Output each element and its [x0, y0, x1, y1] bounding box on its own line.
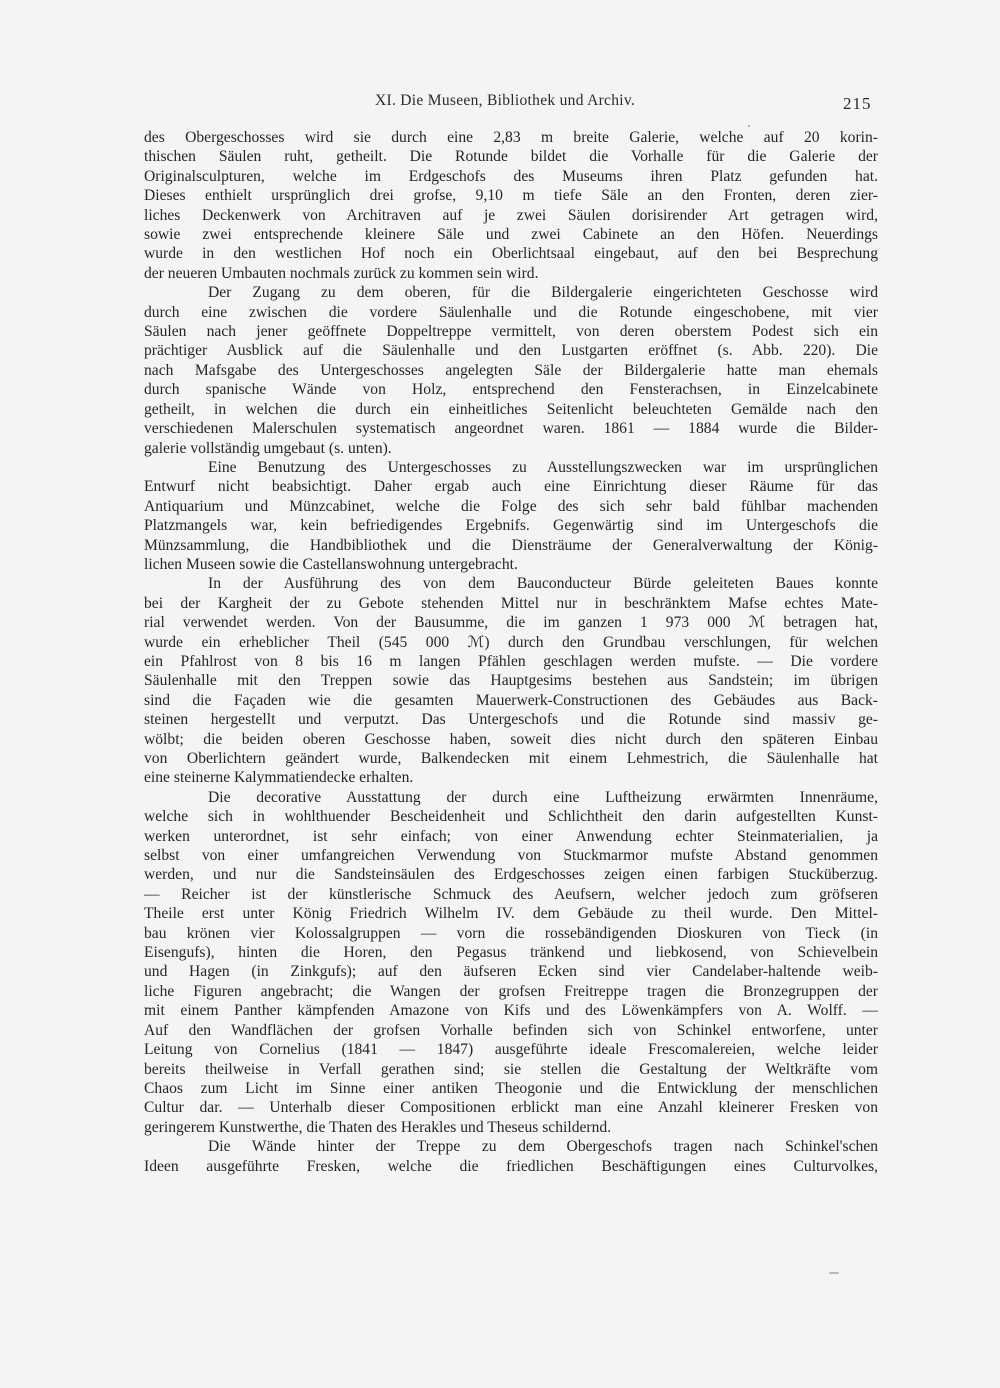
paper-speck: [748, 125, 750, 127]
text-line: bau krönen vier Kolossalgruppen — vorn die rossebändigenden Dioskuren von Tieck (in: [144, 924, 878, 942]
text-line: durch spanische Wände von Holz, entsprechend den Fensterachsen, in Einzelcabinete: [144, 381, 878, 399]
text-line: nach Mafsgabe des Untergeschosses angelegten Säle der Bildergalerie hatte man ehemals: [144, 361, 878, 379]
text-line: Originalsculpturen, welche im Erdgeschofs des Museums ihren Platz gefunden hat.: [144, 167, 878, 185]
text-line: Säulen nach jener geöffnete Doppeltreppe vermittelt, von deren oberstem Podest sich ein: [144, 323, 878, 341]
text-line: wurde in den westlichen Hof noch ein Oberlichtsaal eingebaut, auf den bei Besprechung: [144, 245, 878, 263]
running-head: [0, 92, 1000, 122]
text-line: Die Wände hinter der Treppe zu dem Obergeschofs tragen nach Schinkel'schen: [208, 1138, 878, 1156]
paper-speck: [829, 1272, 839, 1274]
text-line: Chaos zum Licht im Sinne einer antiken Theogonie und die Entwicklung der menschlichen: [144, 1079, 878, 1097]
text-line: lichen Museen sowie die Castellanswohnung untergebracht.: [144, 555, 518, 573]
text-line: Dieses enthielt ursprünglich drei grofse, 9,10 m tiefe Säle an den Fronten, deren zier-: [144, 187, 878, 205]
text-line: bereits theilweise in Verfall gerathen sind; sie stellen die Gestaltung der Weltkräfte vom: [144, 1060, 878, 1078]
paragraph: [144, 128, 878, 283]
text-line: steinen hergestellt und verputzt. Das Untergeschofs und die Rotunde sind massiv ge-: [144, 711, 878, 729]
text-line: durch eine zwischen die vordere Säulenhalle und die Rotunde eingeschobene, mit vier: [144, 303, 878, 321]
text-line: selbst von einer umfangreichen Verwendung von Stuckmarmor mufste Abstand genommen: [144, 847, 878, 865]
text-line: und Hagen (in Zinkgufs); auf den äufseren Ecken sind vier Candelaber-haltende weib-: [144, 963, 878, 981]
text-line: In der Ausführung des von dem Bauconducteur Bürde geleiteten Baues konnte: [208, 575, 878, 593]
text-line: sowie zwei entsprechende kleinere Säle und zwei Cabinete an den Höfen. Neuerdings: [144, 226, 878, 244]
text-line: sind die Façaden wie die gesamten Mauerwerk-Constructionen des Gebäudes aus Back-: [144, 691, 878, 709]
text-line: welche sich in wohlthuender Bescheidenheit und Schlichtheit den darin aufgestellten Kunst-: [144, 808, 878, 826]
text-line: der neueren Umbauten nochmals zurück zu kommen sein wird.: [144, 264, 539, 282]
text-line: Münzsammlung, die Handbibliothek und die Diensträume der Generalverwaltung der König-: [144, 536, 878, 554]
text-line: liche Figuren angebracht; die Wangen der grofsen Freitreppe tragen die Bronzegruppen der: [144, 982, 878, 1000]
text-line: mit einem Panther kämpfenden Amazone von Kifs und des Löwenkämpfers von A. Wolff. —: [144, 1002, 878, 1020]
text-line: verschiedenen Malerschulen systematisch angeordnet waren. 1861 — 1884 wurde die Bilder-: [144, 420, 878, 438]
paragraph: [144, 283, 878, 458]
text-line: geringerem Kunstwerthe, die Thaten des Herakles und Theseus schildernd.: [144, 1118, 612, 1136]
text-line: Ideen ausgeführte Fresken, welche die friedlichen Beschäftigungen eines Culturvolkes,: [144, 1157, 878, 1175]
text-line: eine steinerne Kalymmatiendecke erhalten.: [144, 769, 414, 787]
text-line: liches Deckenwerk von Architraven auf je zwei Säulen dorisirender Art getragen wird,: [144, 206, 878, 224]
text-line: thischen Säulen ruht, getheilt. Die Rotunde bildet die Vorhalle für die Galerie der: [144, 148, 878, 166]
text-line: wurde ein erheblicher Theil (545 000 ℳ) durch den Grundbau verschlungen, für welchen: [144, 633, 878, 651]
body-text: [144, 128, 878, 1176]
text-line: werken unterordnet, ist sehr einfach; von einer Anwendung echter Steinmaterialien, ja: [144, 827, 878, 845]
text-line: des Obergeschosses wird sie durch eine 2,83 m breite Galerie, welche auf 20 korin-: [144, 129, 878, 146]
text-line: getheilt, in welchen die durch ein einheitliches Seitenlicht beleuchteten Gemälde nach den: [144, 400, 878, 418]
paragraph: [144, 458, 878, 574]
text-line: Die decorative Ausstattung der durch eine Luftheizung erwärmten Innenräume,: [208, 788, 878, 806]
text-line: Säulenhalle mit den Treppen sowie das Hauptgesims bestehen aus Sandstein; im übrigen: [144, 672, 878, 690]
text-line: Eine Benutzung des Untergeschosses zu Ausstellungszwecken war im ursprünglichen: [208, 458, 878, 476]
text-line: galerie vollständig umgebaut (s. unten).: [144, 439, 392, 457]
text-line: — Reicher ist der künstlerische Schmuck des Aeufsern, welcher jedoch zum gröfseren: [144, 885, 878, 903]
text-line: ein Pfahlrost von 8 bis 16 m langen Pfählen geschlagen werden mufste. — Die vordere: [144, 652, 878, 670]
text-line: Platzmangels war, kein befriedigendes Ergebnifs. Gegenwärtig sind im Untergeschofs die: [144, 517, 878, 535]
text-line: wölbt; die beiden oberen Geschosse haben, soweit dies nicht durch den späteren Einbau: [144, 730, 878, 748]
running-title: XI. Die Museen, Bibliothek und Archiv.: [375, 92, 636, 109]
text-line: Cultur dar. — Unterhalb dieser Compositionen erblickt man eine Anzahl kleinerer Fresken von: [144, 1099, 878, 1117]
paragraph: [144, 1137, 878, 1176]
page-number: 215: [843, 94, 872, 113]
text-line: Leitung von Cornelius (1841 — 1847) ausgeführte ideale Frescomalereien, welche leider: [144, 1041, 878, 1059]
text-line: Auf den Wandflächen der grofsen Vorhalle befinden sich von Schinkel entworfene, unter: [144, 1021, 878, 1039]
text-line: rial verwendet werden. Von der Bausumme, die im ganzen 1 973 000 ℳ betragen hat,: [144, 614, 878, 632]
text-line: Eisengufs), hinten die Horen, den Pegasus tränkend und liebkosend, von Schievelbein: [144, 944, 878, 962]
text-line: Der Zugang zu dem oberen, für die Bildergalerie eingerichteten Geschosse wird: [208, 284, 878, 302]
paragraph: [144, 788, 878, 1137]
text-line: prächtiger Ausblick auf die Säulenhalle und den Lustgarten eröffnet (s. Abb. 220). Die: [144, 342, 878, 360]
text-line: werden, und nur die Sandsteinsäulen des Erdgeschosses zeigen einen farbigen Stucküberzug.: [144, 866, 878, 884]
text-line: Theile erst unter König Friedrich Wilhelm IV. dem Gebäude zu theil wurde. Den Mittel-: [144, 905, 878, 923]
text-line: von Oberlichtern geändert wurde, Balkendecken mit einem Lehmestrich, die Säulenhalle hat: [144, 750, 878, 767]
paragraph: [144, 574, 878, 787]
text-line: Antiquarium und Münzcabinet, welche die Folge des sich sehr bald fühlbar machenden: [144, 497, 878, 515]
text-line: bei der Kargheit der zu Gebote stehenden Mittel nur in beschränktem Mafse echtes Mate-: [144, 594, 878, 612]
text-line: Entwurf nicht beabsichtigt. Daher ergab auch eine Einrichtung dieser Räume für das: [144, 478, 878, 496]
